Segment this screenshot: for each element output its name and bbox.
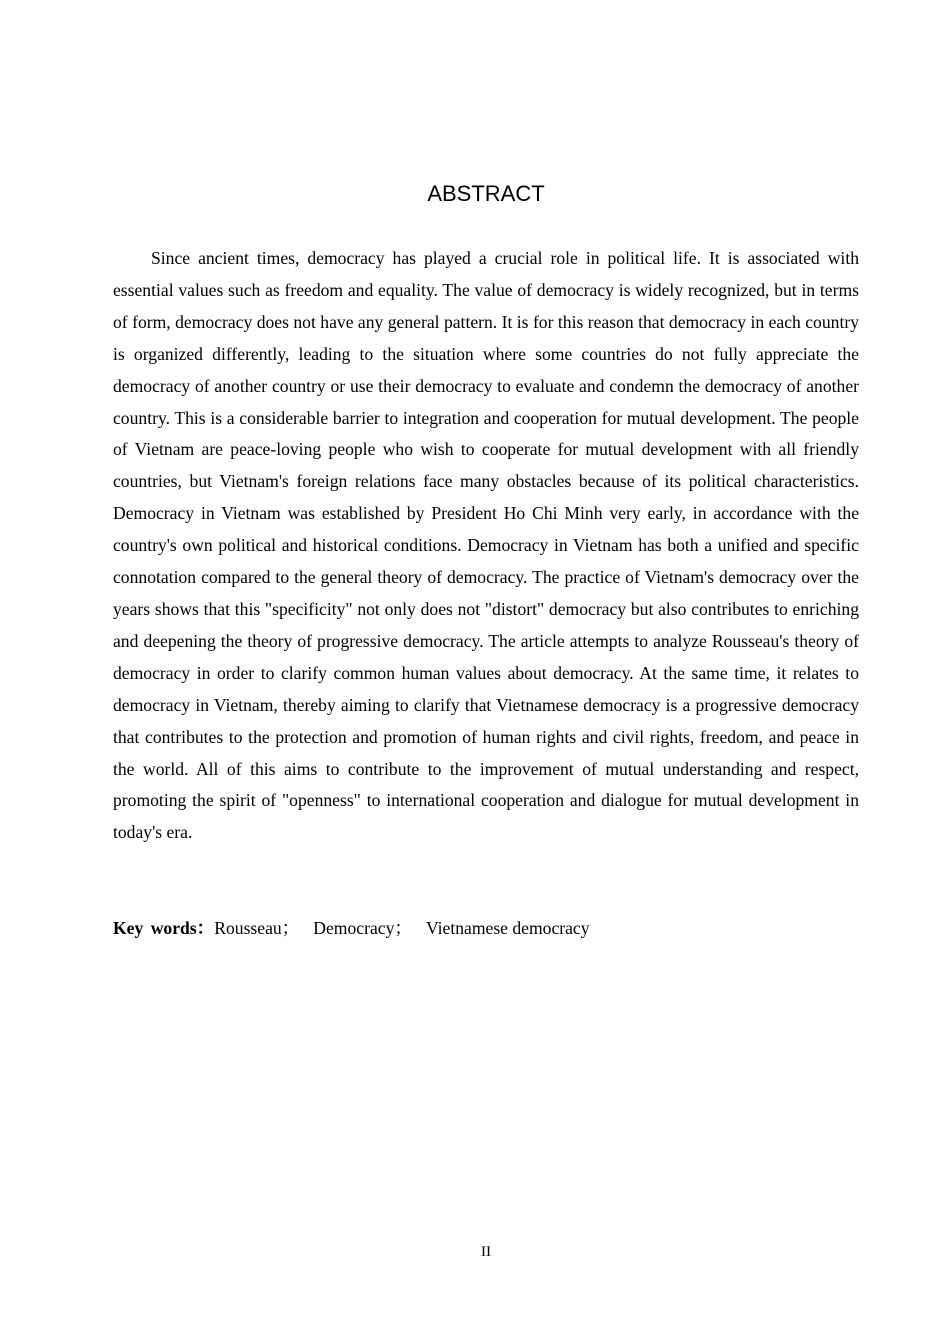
keywords-line — [113, 913, 859, 943]
keyword-separator: ； — [281, 918, 300, 938]
keyword-separator: ； — [394, 918, 412, 938]
keyword-item: Rousseau — [214, 918, 282, 938]
keywords-label: Key words： — [113, 918, 215, 938]
abstract-body: Since ancient times, democracy has played a crucial role in political life. It is associated with essential values such as freedom and equality. The value of democracy is widely recognized, but in terms of form, democracy does not have any general pattern. It is for this reason that democracy in each country is organized differently, leading to the situation where some countries do not fully appreciate the democracy of another country or use their democracy to evaluate and condemn the democracy of another country. This is a considerable barrier to integration and cooperation for mutual development. The people of Vietnam are peace-loving people who wish to cooperate for mutual development with all friendly countries, but Vietnam's foreign relations face many obstacles because of its political characteristics. Democracy in Vietnam was established by President Ho Chi Minh very early, in accordance with the country's own political and historical conditions. Democracy in Vietnam has both a unified and specific connotation compared to the general theory of democracy. The practice of Vietnam's democracy over the years shows that this "specificity" not only does not "distort" democracy but also contributes to enriching and deepening the theory of progressive democracy. The article attempts to analyze Rousseau's theory of democracy in order to clarify common human values about democracy. At the same time, it relates to democracy in Vietnam, thereby aiming to clarify that Vietnamese democracy is a progressive democracy that contributes to the protection and promotion of human rights and civil rights, freedom, and peace in the world. All of this aims to contribute to the improvement of mutual understanding and respect, promoting the spirit of "openness" to international cooperation and dialogue for mutual development in today's era. — [113, 248, 859, 843]
keyword-item: Vietnamese democracy — [425, 918, 590, 938]
keyword-item: Democracy — [313, 918, 395, 938]
abstract-title: ABSTRACT — [427, 181, 545, 206]
page-number: II — [481, 1244, 491, 1260]
